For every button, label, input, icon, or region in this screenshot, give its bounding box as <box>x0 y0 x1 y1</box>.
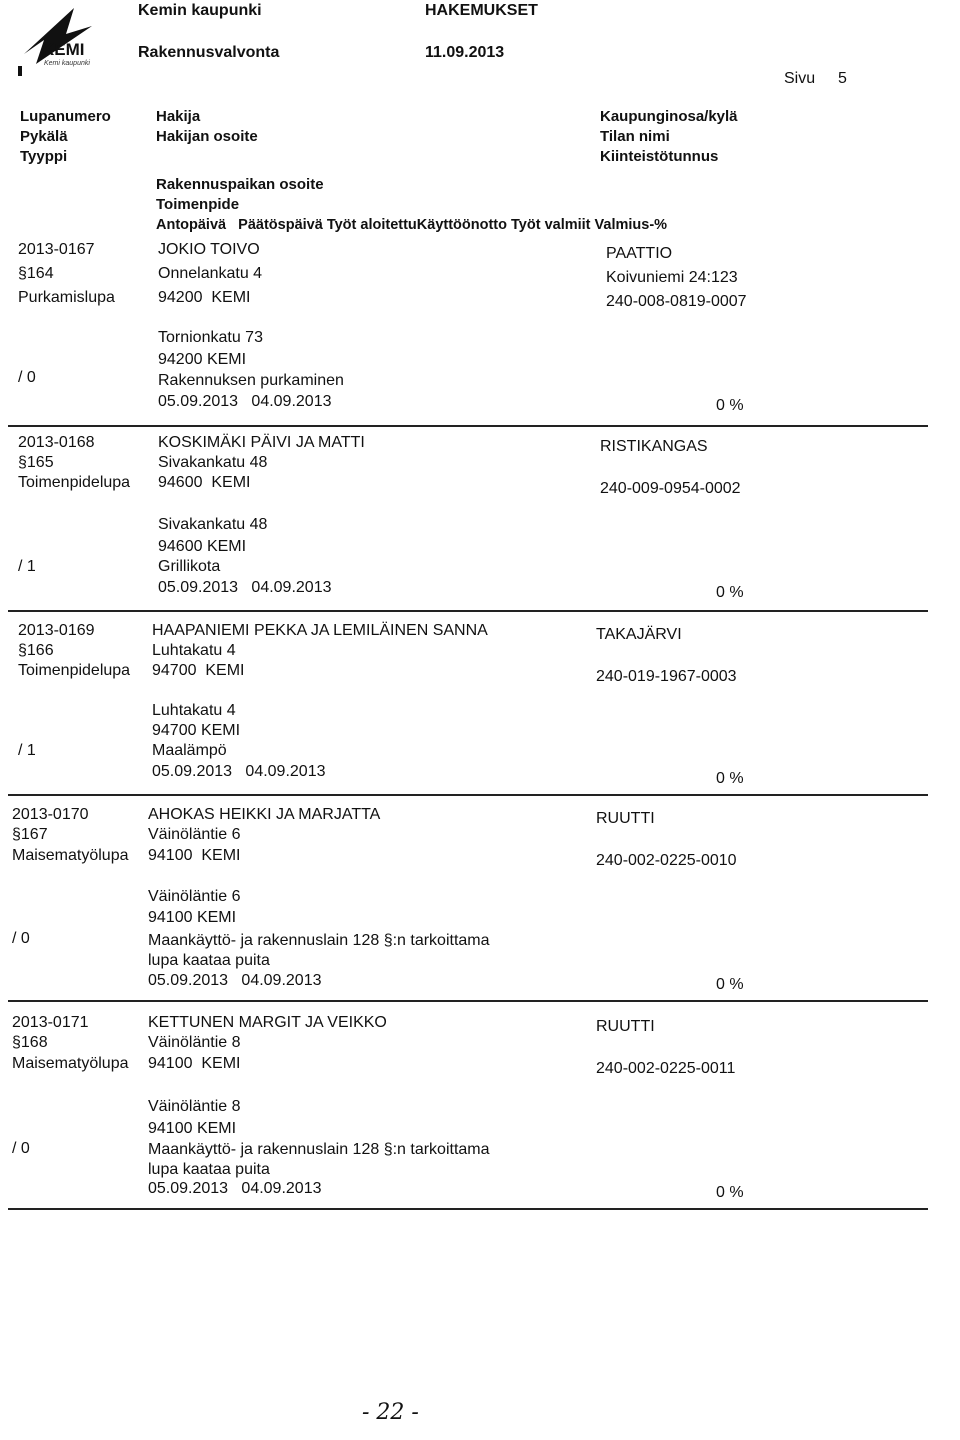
record-kerroin: / 0 <box>18 369 36 386</box>
record-dates: 05.09.2013 04.09.2013 <box>148 972 322 989</box>
record-lupanumero: 2013-0168 <box>18 434 95 451</box>
logo-wordmark: KEMI <box>42 40 85 59</box>
record-hakija: KETTUNEN MARGIT JA VEIKKO <box>148 1014 387 1031</box>
record-hakija-posti: 94600 KEMI <box>158 474 251 491</box>
record-tyyppi: Toimenpidelupa <box>18 662 131 679</box>
record-divider <box>8 1208 928 1210</box>
page-number: 5 <box>838 70 847 87</box>
record-kerroin: / 1 <box>18 558 36 575</box>
record-rakennuspaikka-posti: 94100 KEMI <box>148 909 237 926</box>
record-valmius: 0 % <box>716 584 744 601</box>
record-rakennuspaikka-posti: 94700 KEMI <box>152 722 241 739</box>
header-tyyppi: Tyyppi <box>20 148 68 165</box>
record-toimenpide: Rakennuksen purkaminen <box>158 372 344 389</box>
header-lupanumero: Lupanumero <box>20 108 111 125</box>
record-2013-0169 <box>0 620 960 810</box>
record-toimenpide: Maankäyttö- ja rakennuslain 128 §:n tarkoittama <box>148 1141 490 1158</box>
document-title: HAKEMUKSET <box>425 2 538 19</box>
header-toimenpide: Toimenpide <box>156 196 240 213</box>
kemi-logo <box>14 4 134 76</box>
record-valmius: 0 % <box>716 397 744 414</box>
record-lupanumero: 2013-0169 <box>18 622 95 639</box>
record-rakennuspaikka-posti: 94100 KEMI <box>148 1120 237 1137</box>
record-dates: 05.09.2013 04.09.2013 <box>158 579 332 596</box>
record-kaupunginosa: RUUTTI <box>596 1018 655 1035</box>
record-2013-0167 <box>0 239 960 429</box>
record-2013-0168 <box>0 432 960 622</box>
record-tyyppi: Maisematyölupa <box>12 1055 129 1072</box>
record-rakennuspaikka-katu: Luhtakatu 4 <box>152 702 236 719</box>
record-kaupunginosa: RUUTTI <box>596 810 655 827</box>
record-kiinteistotunnus: 240-002-0225-0011 <box>596 1060 736 1077</box>
header-tilan-nimi: Tilan nimi <box>600 128 670 145</box>
record-toimenpide-2: lupa kaataa puita <box>148 952 270 969</box>
record-lupanumero: 2013-0171 <box>12 1014 89 1031</box>
page-label: Sivu <box>784 70 816 87</box>
record-pykala: §164 <box>18 265 54 282</box>
record-dates: 05.09.2013 04.09.2013 <box>152 763 326 780</box>
record-hakija-katu: Luhtakatu 4 <box>152 642 236 659</box>
record-kaupunginosa: RISTIKANGAS <box>600 438 708 455</box>
record-toimenpide: Grillikota <box>158 558 221 575</box>
record-pykala: §167 <box>12 826 48 843</box>
record-kiinteistotunnus: 240-002-0225-0010 <box>596 852 737 869</box>
record-kaupunginosa: PAATTIO <box>606 245 673 262</box>
record-divider <box>8 1000 928 1002</box>
record-rakennuspaikka-katu: Väinöläntie 6 <box>148 888 241 905</box>
record-rakennuspaikka-posti: 94600 KEMI <box>158 538 247 555</box>
record-kiinteistotunnus: 240-019-1967-0003 <box>596 668 737 685</box>
record-divider <box>8 610 928 612</box>
record-2013-0170 <box>0 804 960 994</box>
record-valmius: 0 % <box>716 976 744 993</box>
record-hakija-posti: 94100 KEMI <box>148 847 241 864</box>
record-kiinteistotunnus: 240-008-0819-0007 <box>606 293 747 310</box>
record-dates: 05.09.2013 04.09.2013 <box>148 1180 322 1197</box>
record-pykala: §165 <box>18 454 54 471</box>
record-rakennuspaikka-posti: 94200 KEMI <box>158 351 247 368</box>
record-kiinteistotunnus: 240-009-0954-0002 <box>600 480 741 497</box>
record-hakija-posti: 94100 KEMI <box>148 1055 241 1072</box>
header-pykala: Pykälä <box>20 128 68 145</box>
record-toimenpide: Maankäyttö- ja rakennuslain 128 §:n tarkoittama <box>148 932 490 949</box>
header-dates-row: Antopäivä Päätöspäivä Työt aloitettuKäyttöönotto Työt valmiit Valmius-% <box>156 217 668 233</box>
record-hakija-posti: 94200 KEMI <box>158 289 251 306</box>
record-valmius: 0 % <box>716 770 744 787</box>
record-kaupunginosa: TAKAJÄRVI <box>596 626 682 643</box>
record-divider <box>8 794 928 796</box>
record-rakennuspaikka-katu: Väinöläntie 8 <box>148 1098 241 1115</box>
document-date: 11.09.2013 <box>425 44 505 61</box>
record-hakija: AHOKAS HEIKKI JA MARJATTA <box>148 806 381 823</box>
record-divider <box>8 425 928 427</box>
record-2013-0171 <box>0 1012 960 1202</box>
record-hakija: HAAPANIEMI PEKKA JA LEMILÄINEN SANNA <box>152 622 488 639</box>
record-hakija-katu: Sivakankatu 48 <box>158 454 268 471</box>
record-lupanumero: 2013-0170 <box>12 806 89 823</box>
record-hakija: JOKIO TOIVO <box>158 241 260 258</box>
record-hakija-posti: 94700 KEMI <box>152 662 245 679</box>
record-pykala: §166 <box>18 642 54 659</box>
record-lupanumero: 2013-0167 <box>18 241 95 258</box>
record-hakija: KOSKIMÄKI PÄIVI JA MATTI <box>158 434 365 451</box>
record-valmius: 0 % <box>716 1184 744 1201</box>
header-kaupunginosa: Kaupunginosa/kylä <box>600 108 738 125</box>
record-hakija-katu: Väinöläntie 8 <box>148 1034 241 1051</box>
record-toimenpide-2: lupa kaataa puita <box>148 1161 270 1178</box>
header-rakennuspaikan-osoite: Rakennuspaikan osoite <box>156 176 324 193</box>
record-dates: 05.09.2013 04.09.2013 <box>158 393 332 410</box>
logo-subtext: Kemi kaupunki <box>44 60 90 67</box>
record-kerroin: / 0 <box>12 1140 30 1157</box>
record-pykala: §168 <box>12 1034 48 1051</box>
header-hakijan-osoite: Hakijan osoite <box>156 128 258 145</box>
record-tilan-nimi: Koivuniemi 24:123 <box>606 269 738 286</box>
header-hakija: Hakija <box>156 108 201 125</box>
record-tyyppi: Toimenpidelupa <box>18 474 131 491</box>
handwritten-page-mark: - 22 - <box>362 1400 419 1425</box>
department-name: Rakennusvalvonta <box>138 44 280 61</box>
record-rakennuspaikka-katu: Tornionkatu 73 <box>158 329 263 346</box>
org-name: Kemin kaupunki <box>138 2 262 19</box>
header-kiinteistotunnus: Kiinteistötunnus <box>600 148 719 165</box>
record-kerroin: / 1 <box>18 742 36 759</box>
record-kerroin: / 0 <box>12 930 30 947</box>
record-hakija-katu: Onnelankatu 4 <box>158 265 263 282</box>
record-rakennuspaikka-katu: Sivakankatu 48 <box>158 516 268 533</box>
record-hakija-katu: Väinöläntie 6 <box>148 826 241 843</box>
record-tyyppi: Purkamislupa <box>18 289 115 306</box>
record-tyyppi: Maisematyölupa <box>12 847 129 864</box>
record-toimenpide: Maalämpö <box>152 742 227 759</box>
